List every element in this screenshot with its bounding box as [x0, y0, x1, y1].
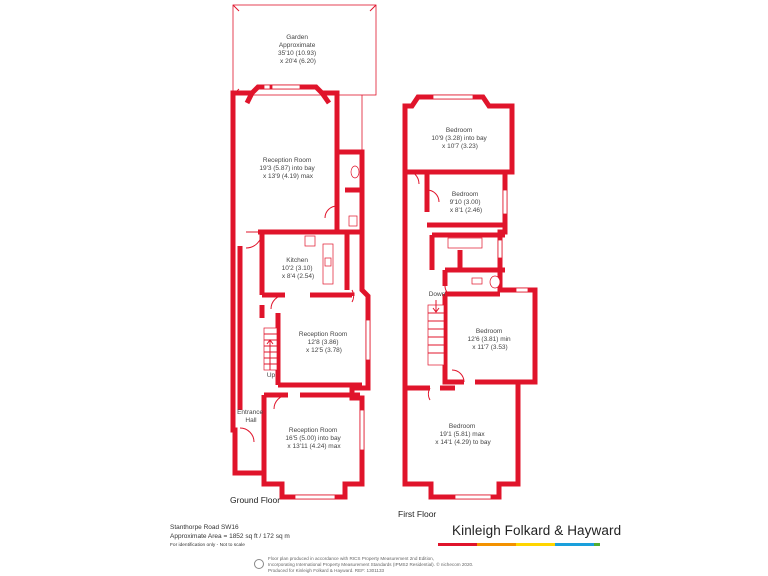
property-info — [170, 523, 290, 550]
ground-floor-stairs — [264, 328, 277, 370]
label-middle-reception-room: Reception Room 12'8 (3.86) x 12'5 (3.78) — [298, 331, 348, 354]
brand-bar-5 — [594, 543, 600, 546]
brand-bar-4 — [555, 543, 594, 546]
label-front-bedroom: Bedroom 19'1 (5.81) max x 14'1 (4.29) to bay — [435, 423, 491, 446]
brand-bar-2 — [477, 543, 516, 546]
brand-bar-3 — [516, 543, 555, 546]
label-small-bedroom: Bedroom 9'10 (3.00) x 8'1 (2.46) — [449, 191, 483, 214]
label-kitchen: Kitchen 10'2 (3.10) x 8'4 (2.54) — [281, 257, 315, 280]
label-stairs-down: Down — [428, 291, 446, 298]
label-garden: Garden Approximate 35'10 (10.93) x 20'4 (6.20) — [278, 34, 317, 65]
label-entrance-hall: Entrance Hall — [237, 409, 264, 424]
label-front-reception-room: Reception Room 16'5 (5.00) into bay x 13'11 (4.24) max — [285, 427, 341, 450]
label-middle-bedroom: Bedroom 12'6 (3.81) min x 11'7 (3.53) — [467, 328, 511, 351]
label-stairs-up: Up — [266, 372, 276, 379]
ground-floor-plan — [233, 5, 376, 499]
property-address: Stanthorpe Road SW16 — [170, 524, 239, 531]
label-rear-bedroom: Bedroom 10'9 (3.28) into bay x 10'7 (3.23) — [431, 127, 487, 150]
label-rear-reception-room: Reception Room 19'3 (5.87) into bay x 13'9 (4.19) max — [259, 157, 315, 180]
first-floor-label: First Floor — [398, 509, 437, 519]
first-floor-stairs — [428, 300, 444, 365]
brand-bar-1 — [438, 543, 477, 546]
footer-line-3: Produced for Kinleigh Folkard & Hayward. REF: 1301133 — [268, 568, 385, 573]
nichecom-logo — [254, 559, 264, 569]
property-area: Approximate Area = 1852 sq ft / 172 sq m — [170, 533, 290, 540]
property-note: For identification only - Not to scale — [170, 543, 245, 548]
brand-name: Kinleigh Folkard & Hayward — [452, 523, 622, 538]
ground-floor-label: Ground Floor — [230, 495, 281, 505]
footer-line-1: Floor plan produced in accordance with RICS Property Measurement 2nd Edition, — [268, 556, 434, 561]
footer-line-2: Incorporating International Property Measurement Standards (IPMS2 Residential). © nichecom 2020. — [268, 562, 474, 567]
footer-text — [268, 556, 473, 574]
